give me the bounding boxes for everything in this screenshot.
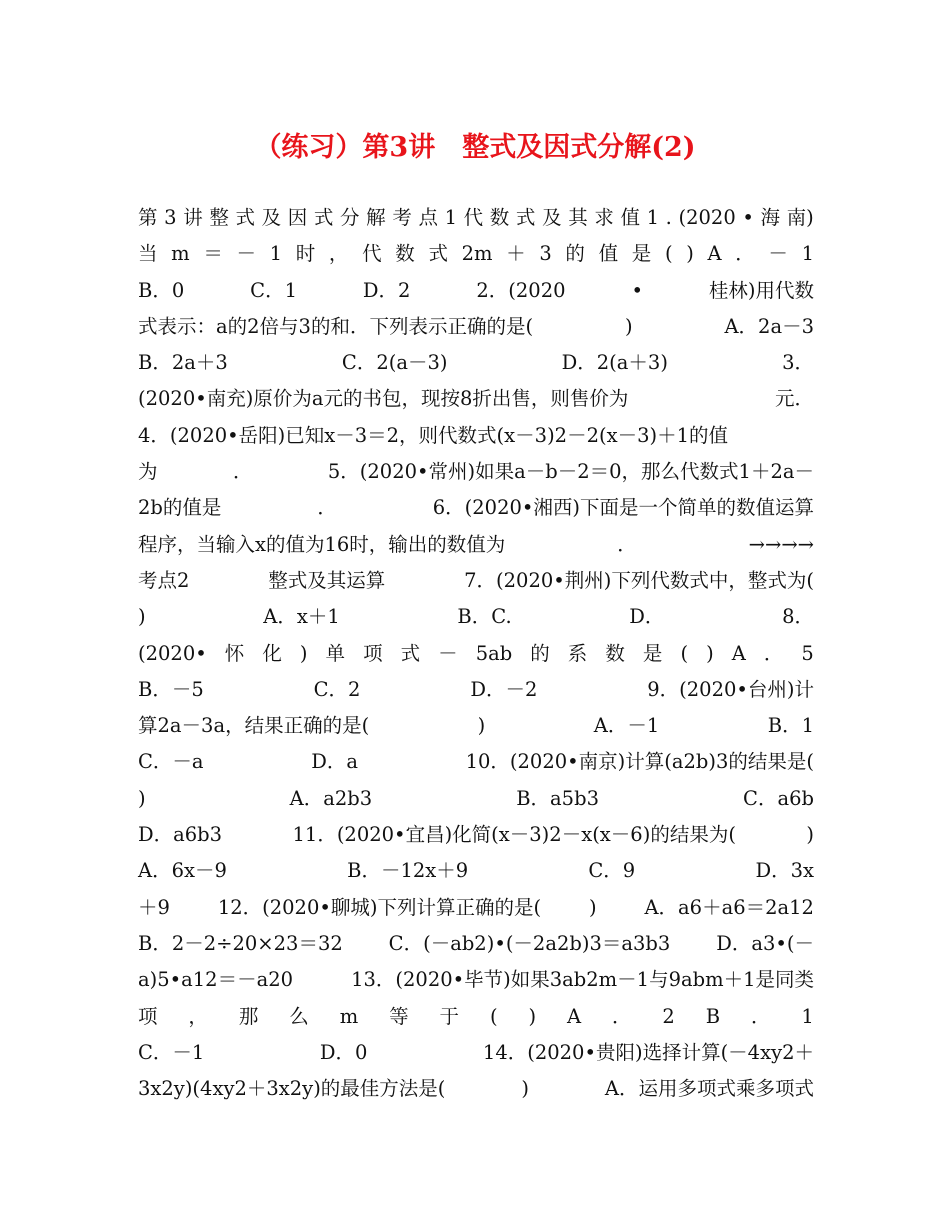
text-segment: A	[707, 242, 722, 266]
text-segment: A．运用多项式乘多项式	[604, 1077, 814, 1101]
text-segment: ．	[611, 1004, 632, 1028]
text-line	[138, 454, 814, 490]
text-segment: 是	[642, 641, 663, 665]
text-line	[138, 236, 814, 272]
text-segment: D．2(a＋3)	[561, 351, 668, 375]
text-segment: 1	[444, 206, 458, 229]
text-line	[138, 418, 814, 454]
text-segment: 代	[463, 206, 484, 229]
text-segment: B	[705, 1004, 721, 1028]
text-segment: (	[489, 1004, 498, 1028]
text-segment: 2．(2020	[476, 278, 566, 302]
text-segment: 13．(2020•毕节)如果3ab2m－1与9abm＋1是同类	[351, 968, 814, 992]
text-line	[138, 636, 814, 672]
text-segment: ．	[750, 1004, 771, 1028]
text-segment: 是	[631, 242, 652, 266]
text-segment: －	[438, 641, 458, 665]
text-segment: A．2a－3	[724, 314, 814, 338]
text-segment: 式表示：a的2倍与3的和．下列表示正确的是(	[138, 314, 534, 338]
text-segment: 数	[605, 641, 625, 665]
text-segment: 值	[620, 206, 640, 229]
text-segment: B．C.	[457, 605, 512, 629]
text-segment: D．2	[362, 278, 411, 302]
text-line	[138, 962, 814, 998]
text-segment: 于	[439, 1004, 460, 1028]
text-segment: )	[528, 1004, 537, 1028]
text-segment: 算2a－3a，结果正确的是(	[138, 714, 370, 738]
text-segment: 考	[392, 206, 412, 229]
text-segment: ＝	[203, 242, 223, 266]
text-segment: 整式及其运算	[268, 568, 386, 592]
text-line	[138, 309, 814, 345]
text-segment: D．3x	[755, 859, 814, 883]
text-segment: ．	[763, 641, 784, 665]
text-segment: (	[664, 242, 673, 266]
text-segment: 解	[366, 206, 386, 229]
text-segment: ＋9	[138, 895, 170, 919]
text-segment: )	[706, 641, 714, 665]
text-segment: )	[138, 605, 146, 629]
text-segment: 因	[287, 206, 308, 229]
text-segment: 2m	[461, 242, 493, 266]
text-segment: 点	[418, 206, 438, 229]
text-segment: C．a6b	[743, 786, 814, 810]
text-segment: 化	[262, 641, 282, 665]
text-segment: )	[686, 242, 694, 266]
text-segment: D．	[629, 605, 665, 629]
page-title: （练习）第3讲 整式及因式分解(2)	[254, 132, 696, 163]
text-segment: 5ab	[475, 641, 513, 665]
text-segment: ．	[735, 242, 755, 266]
text-segment: ．	[617, 532, 637, 556]
text-segment: 14．(2020•贵阳)选择计算(－4xy2＋	[482, 1040, 814, 1064]
text-segment: 那	[238, 1004, 259, 1028]
document-body	[138, 200, 814, 1107]
text-segment: 分	[340, 206, 360, 229]
text-segment: )	[138, 786, 146, 810]
text-segment: 1	[801, 1004, 814, 1028]
text-segment: A．x＋1	[263, 605, 340, 629]
text-segment: D．0	[319, 1040, 368, 1064]
text-segment: 式	[235, 206, 255, 229]
text-segment: 式	[313, 206, 334, 229]
text-segment: 第	[138, 206, 158, 229]
text-segment: C．－1	[138, 1040, 205, 1064]
text-segment: 南)	[786, 206, 814, 229]
text-segment: 3	[539, 242, 552, 266]
text-segment: 式	[428, 242, 448, 266]
text-segment: ＋	[506, 242, 526, 266]
text-segment: 11．(2020•宜昌)化简(x－3)2－x(x－6)的结果为(	[292, 823, 736, 847]
text-segment: B．2a＋3	[138, 351, 228, 375]
text-segment: C．(－ab2)•(－2a2b)3＝a3b3	[388, 931, 671, 955]
text-segment: D．a	[311, 750, 358, 774]
text-segment: B．－5	[138, 677, 204, 701]
text-line	[138, 563, 814, 599]
text-segment: •	[742, 206, 754, 229]
text-segment: 怀	[224, 641, 245, 665]
text-segment: 等	[389, 1004, 409, 1028]
text-segment: 当	[138, 242, 158, 266]
text-segment: 项	[363, 641, 383, 665]
text-segment: )	[588, 895, 597, 919]
text-segment: )	[477, 714, 486, 738]
text-line	[138, 708, 814, 744]
text-segment: 12．(2020•聊城)下列计算正确的是(	[217, 895, 542, 919]
text-segment: 程序，当输入x的值为16时，输出的数值为	[138, 532, 506, 556]
text-segment: 4．(2020•岳阳)已知x－3＝2，则代数式(x－3)2－2(x－3)＋1的值	[138, 423, 729, 447]
text-line	[138, 1071, 814, 1107]
text-segment: 2b的值是	[138, 496, 222, 520]
text-line	[138, 781, 814, 817]
text-segment: 3．	[782, 351, 814, 375]
text-segment: B．1	[767, 714, 814, 738]
text-segment: •	[631, 278, 643, 302]
text-segment: 考点2	[138, 568, 190, 592]
text-segment: 其	[568, 206, 588, 229]
text-segment: C．2	[313, 677, 361, 701]
text-line	[138, 926, 814, 962]
text-segment: 3x2y)(4xy2＋3x2y)的最佳方法是(	[138, 1077, 446, 1101]
text-segment: 3	[164, 206, 177, 229]
text-segment: (	[680, 641, 689, 665]
text-segment: A．6x－9	[138, 859, 227, 883]
text-segment: 9．(2020•台州)计	[647, 677, 814, 701]
text-segment: 海	[760, 206, 781, 229]
text-segment: (2020	[678, 206, 736, 229]
text-segment: D．a6b3	[138, 823, 223, 847]
text-line	[138, 381, 814, 417]
text-line	[138, 200, 814, 236]
text-line	[138, 599, 814, 635]
text-line	[138, 744, 814, 780]
text-segment: .	[665, 206, 672, 229]
text-segment: 2	[662, 1004, 675, 1028]
text-line	[138, 672, 814, 708]
text-segment: 式	[400, 641, 421, 665]
text-segment: 式	[515, 206, 536, 229]
text-segment: 讲	[183, 206, 203, 229]
text-segment: －	[236, 242, 257, 266]
text-segment: 桂林)用代数	[708, 278, 814, 302]
text-segment: m	[171, 242, 190, 266]
text-segment: C．1	[250, 278, 297, 302]
text-segment: 5．(2020•常州)如果a－b－2＝0，那么代数式1＋2a－	[327, 460, 814, 484]
text-segment: )	[806, 823, 814, 847]
text-segment: A．a6＋a6＝2a12	[644, 895, 814, 919]
text-segment: 及	[542, 206, 562, 229]
text-segment: 10．(2020•南京)计算(a2b)3的结果是(	[465, 750, 814, 774]
text-segment: 8．	[782, 605, 814, 629]
text-line	[138, 345, 814, 381]
text-line	[138, 273, 814, 309]
text-segment: 项	[138, 1004, 158, 1028]
text-line	[138, 853, 814, 889]
text-segment: 数	[489, 206, 510, 229]
text-segment: (2020•南充)原价为a元的书包，现按8折出售，则售价为	[138, 387, 629, 411]
text-segment: )	[299, 641, 308, 665]
text-segment: 为	[138, 460, 158, 484]
text-segment: B．2－2÷20×23＝32	[138, 931, 343, 955]
text-segment: D．a3•(－	[716, 931, 814, 955]
text-segment: D．－2	[470, 677, 538, 701]
text-segment: C．2(a－3)	[341, 351, 448, 375]
text-segment: ．	[232, 460, 253, 484]
text-segment: C．9	[588, 859, 636, 883]
text-segment: 1	[646, 206, 660, 229]
text-segment: B．－12x＋9	[347, 859, 469, 883]
text-segment: )	[521, 1077, 529, 1101]
text-line	[138, 890, 814, 926]
text-segment: 5	[801, 641, 814, 665]
text-segment: 元．	[774, 387, 814, 411]
text-segment: 系	[567, 641, 588, 665]
text-line	[138, 999, 814, 1035]
text-segment: 值	[598, 242, 619, 266]
text-segment: ，	[188, 1004, 208, 1028]
text-segment: 单	[325, 641, 346, 665]
text-line	[138, 527, 814, 563]
text-segment: 7．(2020•荆州)下列代数式中，整式为(	[464, 568, 814, 592]
text-segment: →→→→	[748, 532, 814, 556]
text-segment: A	[731, 641, 746, 665]
text-segment: －	[768, 242, 788, 266]
text-segment: 时	[295, 242, 316, 266]
text-segment: ．	[317, 496, 337, 520]
text-segment: B．a5b3	[516, 786, 599, 810]
text-segment: A．a2b3	[289, 786, 373, 810]
text-segment: 整	[209, 206, 229, 229]
text-segment: (2020•	[138, 641, 207, 665]
text-segment: )	[624, 314, 633, 338]
text-segment: 求	[594, 206, 614, 229]
text-segment: 数	[395, 242, 415, 266]
text-segment: 及	[261, 206, 282, 229]
text-segment: m	[339, 1004, 359, 1028]
text-segment: ，	[328, 242, 349, 266]
text-segment: 的	[530, 641, 550, 665]
text-segment: 6．(2020•湘西)下面是一个简单的数值运算	[432, 496, 814, 520]
text-segment: A	[566, 1004, 582, 1028]
text-segment: 1	[269, 242, 283, 266]
text-line	[138, 1035, 814, 1071]
text-segment: C．－a	[138, 750, 204, 774]
text-line	[138, 817, 814, 853]
text-segment: 么	[289, 1004, 309, 1028]
text-segment: a)5•a12＝－a20	[138, 968, 294, 992]
text-line	[138, 490, 814, 526]
text-segment: A．－1	[593, 714, 660, 738]
text-segment: B．0	[138, 278, 185, 302]
text-segment: 代	[362, 242, 382, 266]
text-segment: 1	[801, 242, 814, 266]
text-segment: 的	[565, 242, 585, 266]
